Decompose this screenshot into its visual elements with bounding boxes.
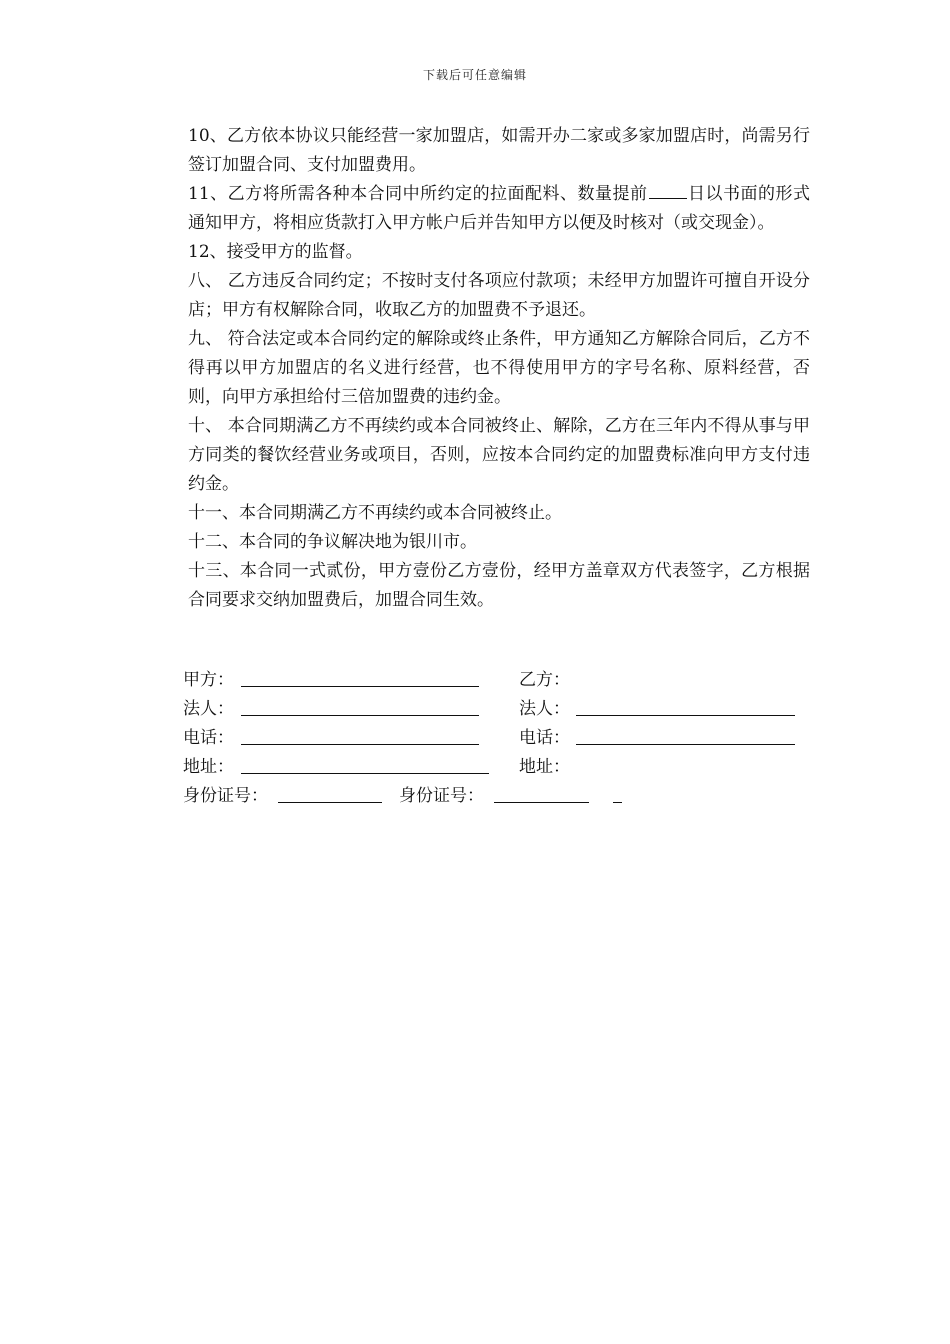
address-a-label: 地址： — [183, 757, 234, 777]
id-b-label: 身份证号： — [399, 786, 484, 806]
legal-b-label: 法人： — [519, 699, 570, 719]
clause-thirteen: 十三、本合同一式贰份，甲方壹份乙方壹份，经甲方盖章双方代表签字，乙方根据合同要求交纳加盟费后，加盟合同生效。 — [188, 561, 810, 610]
clause-eleven: 十一、本合同期满乙方不再续约或本合同被终止。 — [188, 503, 562, 523]
party-b-label: 乙方： — [519, 670, 570, 690]
clause-12: 12、接受甲方的监督。 — [188, 242, 363, 262]
id-b-line[interactable] — [494, 802, 589, 803]
clause-11-after: 日以书面的形式通知甲方，将相应货款打入甲方帐户后并告知甲方以便及时核对（或交现金）。 — [188, 184, 811, 233]
clause-nine: 九、 符合法定或本合同约定的解除或终止条件，甲方通知乙方解除合同后，乙方不得再以甲方加盟店的名义进行经营，也不得使用甲方的字号名称、原料经营，否则，向甲方承担给付三倍加盟费的违约金。 — [188, 329, 810, 407]
clause-10: 10、乙方依本协议只能经营一家加盟店，如需开办二家或多家加盟店时，尚需另行签订加盟合同、支付加盟费用。 — [188, 126, 810, 175]
phone-a-line[interactable] — [241, 744, 479, 745]
legal-b-line[interactable] — [576, 715, 795, 716]
legal-a-label: 法人： — [183, 699, 234, 719]
page-header: 下载后可任意编辑 — [422, 68, 527, 82]
clause-ten: 十、 本合同期满乙方不再续约或本合同被终止、解除，乙方在三年内不得从事与甲方同类的餐饮经营业务或项目，否则，应按本合同约定的加盟费标准向甲方支付违约金。 — [188, 416, 810, 494]
address-b-label: 地址： — [519, 757, 570, 777]
days-blank-field[interactable] — [649, 184, 687, 199]
legal-a-line[interactable] — [241, 715, 479, 716]
id-b-line-end — [613, 802, 622, 803]
id-a-label: 身份证号： — [183, 786, 268, 806]
address-a-line[interactable] — [241, 773, 489, 774]
clause-twelve: 十二、本合同的争议解决地为银川市。 — [188, 532, 477, 552]
party-a-label: 甲方： — [183, 670, 234, 690]
clause-eight: 八、 乙方违反合同约定；不按时支付各项应付款项；未经甲方加盟许可擅自开设分店；甲方有权解除合同，收取乙方的加盟费不予退还。 — [188, 271, 810, 320]
party-a-line[interactable] — [241, 686, 479, 687]
clause-11-before: 11、乙方将所需各种本合同中所约定的拉面配料、数量提前 — [188, 184, 648, 204]
clause-11 — [188, 180, 810, 238]
contract-body — [188, 122, 810, 615]
id-a-line[interactable] — [278, 802, 382, 803]
phone-a-label: 电话： — [183, 728, 234, 748]
phone-b-line[interactable] — [576, 744, 795, 745]
phone-b-label: 电话： — [519, 728, 570, 748]
